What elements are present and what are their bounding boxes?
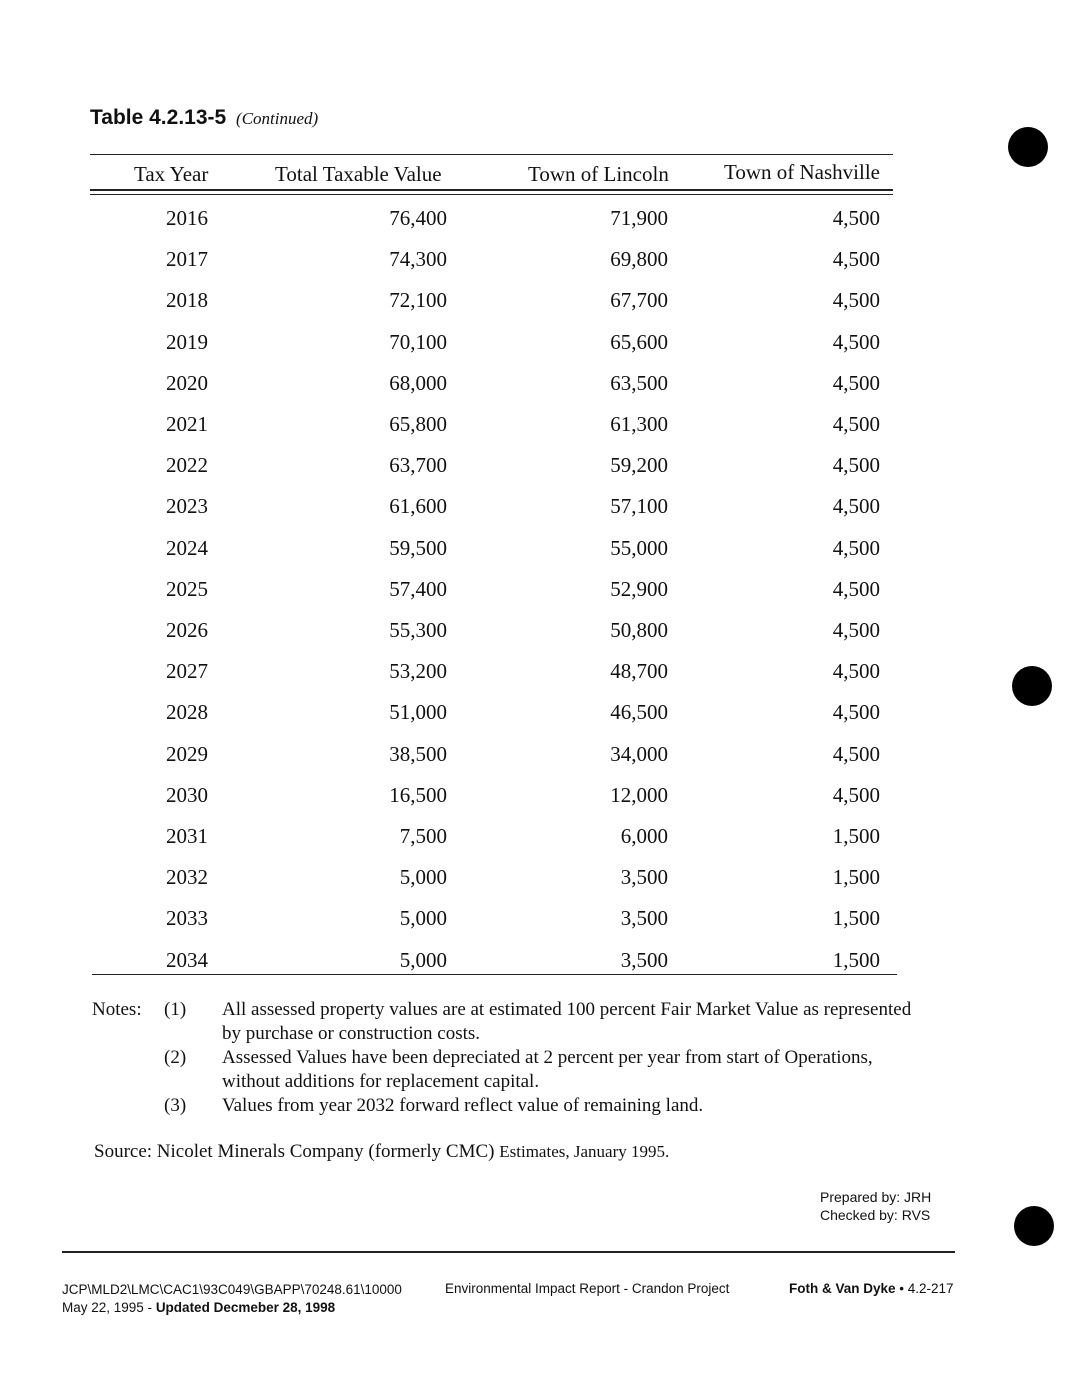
table-row <box>0 453 1068 494</box>
footer-updated: Updated Decmeber 28, 1998 <box>155 1300 336 1315</box>
cell-town-of-lincoln: 63,500 <box>610 370 668 395</box>
cell-town-of-lincoln: 61,300 <box>610 412 668 436</box>
cell-town-of-lincoln: 52,900 <box>610 576 668 601</box>
signoff-block <box>820 1188 931 1224</box>
table-row <box>0 783 1068 824</box>
cell-total-taxable-value: 5,000 <box>399 906 447 931</box>
cell-tax-year: 2026 <box>166 618 208 642</box>
cell-town-of-nashville: 1,500 <box>832 947 880 972</box>
table-title-label: Table 4.2.13-5 <box>90 106 227 129</box>
cell-town-of-nashville: 4,500 <box>832 576 880 601</box>
cell-town-of-lincoln: 65,600 <box>610 329 668 354</box>
cell-total-taxable-value: 38,500 <box>389 741 447 766</box>
cell-total-taxable-value: 76,400 <box>389 206 447 230</box>
cell-town-of-nashville: 4,500 <box>832 288 880 313</box>
cell-town-of-nashville: 4,500 <box>832 700 880 725</box>
hole-punch-top <box>1008 127 1048 167</box>
cell-tax-year: 2027 <box>166 659 208 684</box>
cell-total-taxable-value: 5,000 <box>399 865 447 890</box>
cell-town-of-nashville: 1,500 <box>832 824 880 848</box>
table-row <box>0 206 1068 247</box>
footer-rule <box>62 1251 955 1253</box>
note-text: Values from year 2032 forward reflect value of remaining land. <box>222 1095 704 1116</box>
note-number: (2) <box>164 1047 187 1068</box>
cell-tax-year: 2024 <box>166 535 208 560</box>
table-row <box>0 247 1068 288</box>
cell-total-taxable-value: 53,200 <box>389 659 447 684</box>
source-suffix: Estimates, January 1995. <box>499 1142 670 1161</box>
table-row <box>0 494 1068 535</box>
cell-town-of-lincoln: 3,500 <box>620 906 668 931</box>
table-row <box>0 618 1068 659</box>
cell-town-of-nashville: 1,500 <box>832 906 880 931</box>
cell-total-taxable-value: 51,000 <box>389 700 447 725</box>
cell-tax-year: 2021 <box>166 412 208 436</box>
cell-town-of-nashville: 4,500 <box>832 206 880 230</box>
table-row <box>0 371 1068 412</box>
cell-total-taxable-value: 5,000 <box>399 947 447 972</box>
cell-town-of-lincoln: 3,500 <box>620 947 668 972</box>
cell-town-of-nashville: 4,500 <box>832 618 880 642</box>
cell-total-taxable-value: 63,700 <box>389 453 447 478</box>
note-text: All assessed property values are at estimated 100 percent Fair Market Value as represented by purchase or construction costs. <box>222 999 912 1044</box>
table-row <box>0 906 1068 947</box>
table-row <box>0 412 1068 453</box>
cell-town-of-nashville: 4,500 <box>832 453 880 478</box>
footer-left <box>62 1281 402 1317</box>
hole-punch-bottom <box>1014 1206 1054 1246</box>
note-text: Assessed Values have been depreciated at 2 percent per year from start of Operations, without additions for replacement capital. <box>222 1047 873 1092</box>
header-town-of-nashville: Town of Nashville <box>724 160 881 184</box>
table-row <box>0 330 1068 371</box>
cell-tax-year: 2020 <box>166 370 208 395</box>
note-number: (1) <box>164 999 187 1020</box>
prepared-by: Prepared by: JRH <box>820 1189 932 1205</box>
cell-tax-year: 2032 <box>166 865 208 890</box>
cell-tax-year: 2022 <box>166 453 208 478</box>
footer-page-number: • 4.2-217 <box>899 1281 954 1296</box>
cell-town-of-nashville: 4,500 <box>832 782 880 807</box>
cell-tax-year: 2017 <box>166 247 208 272</box>
cell-tax-year: 2031 <box>166 824 208 848</box>
cell-town-of-lincoln: 34,000 <box>610 741 668 766</box>
source-prefix: Source: Nicolet Minerals Company (formerly CMC) <box>94 1141 495 1162</box>
cell-total-taxable-value: 59,500 <box>389 535 447 560</box>
cell-tax-year: 2033 <box>166 906 208 931</box>
cell-town-of-lincoln: 6,000 <box>620 824 668 848</box>
table-row <box>0 700 1068 741</box>
cell-town-of-nashville: 4,500 <box>832 329 880 354</box>
checked-by: Checked by: RVS <box>820 1207 931 1223</box>
cell-total-taxable-value: 68,000 <box>389 370 447 395</box>
cell-tax-year: 2034 <box>166 947 208 972</box>
cell-town-of-lincoln: 12,000 <box>610 782 668 807</box>
cell-tax-year: 2016 <box>166 206 208 230</box>
cell-tax-year: 2029 <box>166 741 208 766</box>
header-tax-year: Tax Year <box>134 162 209 186</box>
table-row <box>0 536 1068 577</box>
table-top-rule <box>90 154 893 155</box>
table-row <box>0 577 1068 618</box>
cell-town-of-nashville: 4,500 <box>832 370 880 395</box>
source-line <box>94 1141 669 1163</box>
cell-town-of-nashville: 4,500 <box>832 494 880 519</box>
table-row <box>0 659 1068 700</box>
cell-town-of-lincoln: 48,700 <box>610 659 668 684</box>
cell-town-of-lincoln: 50,800 <box>610 618 668 642</box>
cell-total-taxable-value: 57,400 <box>389 576 447 601</box>
table-title-suffix: (Continued) <box>236 109 319 128</box>
cell-town-of-nashville: 4,500 <box>832 741 880 766</box>
table-title <box>90 106 318 130</box>
cell-town-of-lincoln: 67,700 <box>610 288 668 313</box>
header-town-of-lincoln: Town of Lincoln <box>528 162 669 186</box>
cell-total-taxable-value: 65,800 <box>389 412 447 436</box>
cell-total-taxable-value: 70,100 <box>389 329 447 354</box>
cell-total-taxable-value: 74,300 <box>389 247 447 272</box>
footer-right <box>789 1280 954 1298</box>
cell-town-of-nashville: 4,500 <box>832 535 880 560</box>
footer-path: JCP\MLD2\LMC\CAC1\93C049\GBAPP\70248.61\10000 <box>62 1282 402 1297</box>
cell-town-of-lincoln: 55,000 <box>610 535 668 560</box>
cell-tax-year: 2019 <box>166 329 208 354</box>
footer-dates <box>62 1299 402 1317</box>
table-bottom-rule <box>92 974 897 975</box>
table-row <box>0 865 1068 906</box>
header-bottom-rule <box>90 189 893 191</box>
cell-total-taxable-value: 61,600 <box>389 494 447 519</box>
footer-date: May 22, 1995 - <box>62 1300 156 1315</box>
table-row <box>0 288 1068 329</box>
cell-tax-year: 2018 <box>166 288 208 313</box>
cell-tax-year: 2025 <box>166 576 208 601</box>
table-row <box>0 824 1068 865</box>
notes-label: Notes: <box>92 999 142 1020</box>
cell-town-of-lincoln: 57,100 <box>610 494 668 519</box>
cell-town-of-nashville: 4,500 <box>832 659 880 684</box>
cell-total-taxable-value: 55,300 <box>389 618 447 642</box>
cell-tax-year: 2028 <box>166 700 208 725</box>
footer-firm: Foth & Van Dyke <box>789 1281 896 1296</box>
cell-town-of-lincoln: 69,800 <box>610 247 668 272</box>
cell-town-of-nashville: 1,500 <box>832 865 880 890</box>
table-row <box>0 742 1068 783</box>
header-total-taxable-value: Total Taxable Value <box>275 162 442 186</box>
cell-town-of-nashville: 4,500 <box>832 247 880 272</box>
table-row <box>0 948 1068 989</box>
cell-town-of-lincoln: 59,200 <box>610 453 668 478</box>
header-bottom-rule-2 <box>90 194 893 195</box>
note-number: (3) <box>164 1095 187 1116</box>
cell-tax-year: 2030 <box>166 782 208 807</box>
cell-total-taxable-value: 72,100 <box>389 288 447 313</box>
cell-town-of-lincoln: 46,500 <box>610 700 668 725</box>
footer-report-title: Environmental Impact Report - Crandon Project <box>445 1281 730 1296</box>
cell-total-taxable-value: 7,500 <box>399 824 447 848</box>
cell-town-of-lincoln: 71,900 <box>610 206 668 230</box>
cell-town-of-nashville: 4,500 <box>832 412 880 436</box>
cell-tax-year: 2023 <box>166 494 208 519</box>
cell-total-taxable-value: 16,500 <box>389 782 447 807</box>
cell-town-of-lincoln: 3,500 <box>620 865 668 890</box>
